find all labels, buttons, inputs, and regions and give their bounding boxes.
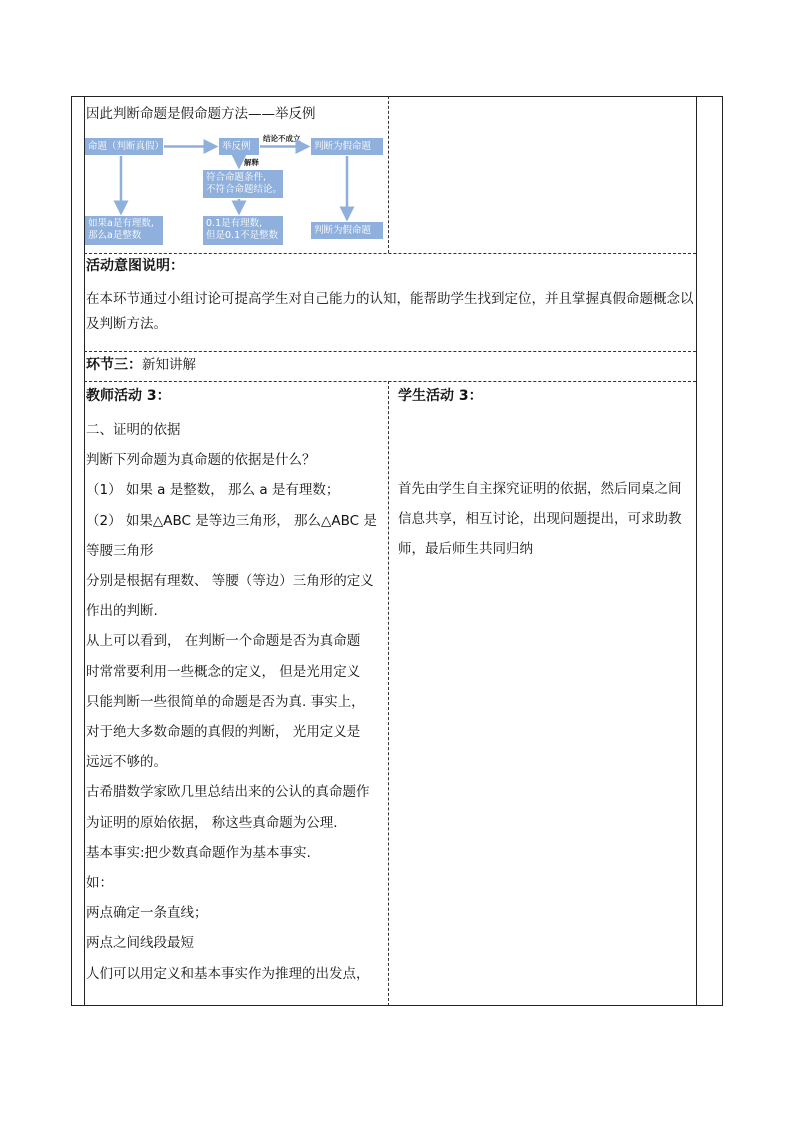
- teacher-line: （2） 如果△ABC 是等边三角形， 那么△ABC 是: [86, 512, 377, 529]
- teacher-line: （1） 如果 a 是整数， 那么 a 是有理数；: [86, 482, 340, 499]
- box-judged-false-2: 判断为假命题: [311, 222, 383, 239]
- teacher-activity-title: 教师活动 3：: [86, 388, 171, 404]
- teacher-line: 对于绝大多数命题的真假的判断， 光用定义是: [86, 724, 361, 741]
- box-counterexample: 举反例: [219, 138, 259, 155]
- teacher-line: 远远不够的。: [86, 754, 167, 771]
- teacher-line: 作出的判断.: [86, 603, 158, 620]
- intent-title: 活动意图说明：: [86, 258, 184, 274]
- teacher-line: 两点确定一条直线；: [86, 905, 208, 922]
- teacher-line: 时常常要利用一些概念的定义， 但是光用定义: [86, 663, 361, 680]
- teacher-line: 古希腊数学家欧几里总结出来的公认的真命题作: [86, 784, 370, 801]
- section3-heading: [86, 357, 196, 374]
- student-line: 师，最后师生共同归纳: [398, 541, 533, 558]
- section3-title-bold: 环节三：: [86, 357, 142, 373]
- box-example-line2: 那么a是整数: [88, 230, 142, 241]
- label-explain: 解释: [244, 158, 259, 167]
- student-line: 首先由学生自主探究证明的依据，然后同桌之间: [398, 481, 682, 497]
- box-condition-line2: 不符合命题结论。: [206, 184, 283, 195]
- teacher-line: 两点之间线段最短: [86, 935, 194, 952]
- box-judged-false: 判断为假命题: [311, 138, 383, 155]
- teacher-line: 判断下列命题为真命题的依据是什么？: [86, 452, 316, 469]
- teacher-line: 为证明的原始依据， 称这些真命题为公理.: [86, 814, 338, 831]
- box-condition-line1: 符合命题条件,: [206, 172, 267, 183]
- teacher-activity-body: [86, 415, 386, 989]
- teacher-line: 人们可以用定义和基本事实作为推理的出发点，: [86, 965, 370, 982]
- teacher-line: 等腰三角形: [86, 542, 154, 559]
- teacher-line: 只能判断一些很简单的命题是否为真. 事实上，: [86, 693, 365, 710]
- teacher-line: 二、证明的依据: [86, 422, 181, 438]
- teacher-line: 从上可以看到， 在判断一个命题是否为真命题: [86, 633, 361, 650]
- student-line: 信息共享，相互讨论，出现问题提出，可求助教: [398, 511, 682, 528]
- label-conclusion-fails: 结论不成立: [263, 134, 301, 143]
- box-instance-line1: 0.1是有理数,: [206, 218, 263, 229]
- teacher-line: 基本事实:把少数真命题作为基本事实.: [86, 844, 311, 861]
- teacher-line: 分别是根据有理数、 等腰（等边）三角形的定义: [86, 573, 374, 590]
- student-activity-title: 学生活动 3：: [398, 388, 483, 404]
- method-heading: 因此判断命题是假命题方法——举反例: [86, 106, 316, 122]
- student-activity-body: [398, 474, 694, 565]
- box-instance-line2: 但是0.1不是整数: [206, 230, 279, 241]
- section3-title-rest: 新知讲解: [142, 357, 196, 373]
- box-example-line1: 如果a是有理数,: [88, 218, 154, 229]
- box-proposition: 命题（判断真假）: [85, 138, 163, 155]
- intent-body: 在本环节通过小组讨论可提高学生对自己能力的认知，能帮助学生找到定位，并且掌握真假命题概念以及判断方法。: [86, 291, 694, 332]
- teacher-line: 如：: [86, 875, 113, 892]
